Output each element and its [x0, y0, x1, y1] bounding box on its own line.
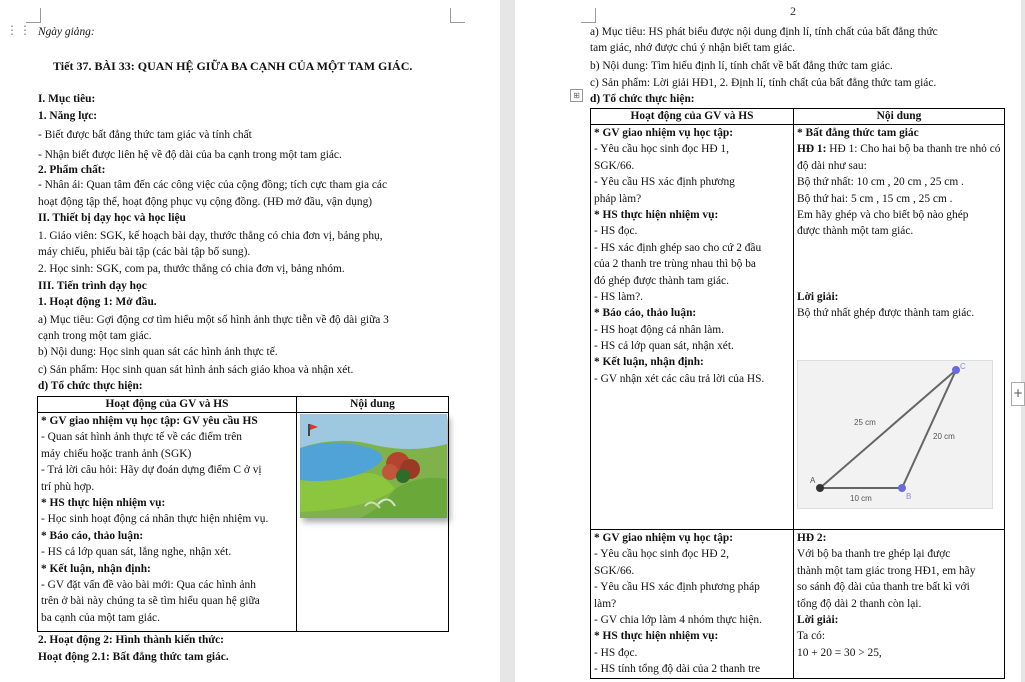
table-header: Hoạt động của GV và HS — [38, 397, 297, 413]
cell-line: - Học sinh hoạt động cá nhân thực hiện nhiệm vụ. — [41, 513, 269, 526]
table-cell — [38, 413, 297, 632]
cell-line: * HS thực hiện nhiệm vụ: — [594, 208, 719, 221]
cell-line: - HS cả lớp quan sát, nhận xét. — [594, 340, 734, 353]
label-side-ab: 10 cm — [850, 494, 872, 503]
cell-line: - HS làm?. — [594, 290, 644, 303]
cell-line: máy chiếu hoặc tranh ảnh (SGK) — [41, 447, 192, 460]
cell-line: HĐ 2: — [797, 532, 827, 544]
text-line: - Biết được bất đẳng thức tam giác và tính chất — [38, 129, 252, 141]
landscape-image-icon — [300, 414, 447, 518]
heading-activity-2: 2. Hoạt động 2: Hình thành kiến thức: — [38, 634, 224, 646]
cell-line: Lời giải: — [797, 290, 839, 303]
cell-line: SGK/66. — [594, 159, 635, 172]
lesson-title: Tiết 37. BÀI 33: QUAN HỆ GIỮA BA CẠNH CỦA MỘT TAM GIÁC. — [53, 59, 413, 73]
cell-line: * GV giao nhiệm vụ học tập: GV yêu cầu HS — [41, 415, 258, 427]
text-line: a) Mục tiêu: Gợi động cơ tìm hiểu một số hình ảnh thực tiễn về độ dài giữa 3 — [38, 314, 389, 326]
table-cell — [591, 530, 794, 679]
crop-mark-top-left — [581, 8, 596, 23]
cell-line: - Yêu cầu HS xác định phương pháp — [594, 581, 760, 594]
cell-line: * Bất đẳng thức tam giác — [797, 127, 919, 139]
cell-line: tổng độ dài 2 thanh còn lại. — [797, 597, 922, 610]
landscape-photo[interactable] — [300, 414, 447, 518]
cell-line: 10 + 20 = 30 > 25, — [797, 646, 882, 659]
text-line: máy chiếu, phiếu bài tập (các bài tập bổ sung). — [38, 246, 251, 258]
expand-panel-button[interactable]: + — [1011, 382, 1025, 406]
crop-mark-top-left — [26, 8, 41, 23]
text-line: tam giác, nhớ được chú ý nhận biết tam giác. — [590, 42, 796, 54]
table-cell — [591, 125, 794, 530]
cell-line: - HS cả lớp quan sát, lắng nghe, nhận xét. — [41, 546, 232, 559]
cell-line: - Quan sát hình ảnh thực tế về các điểm trên — [41, 431, 243, 444]
hd1-text: HĐ 1: Cho hai bộ ba thanh tre nhỏ có — [829, 143, 1001, 156]
heading-organize: d) Tổ chức thực hiện: — [38, 380, 143, 392]
label-side-bc: 20 cm — [933, 432, 955, 441]
cell-line: Ta có: — [797, 630, 825, 643]
text-line: c) Sản phẩm: Lời giải HĐ1, 2. Định lí, tính chất của bất đẳng thức tam giác. — [590, 77, 937, 89]
text-line: - Nhận biết được liên hệ về độ dài của ba cạnh trong một tam giác. — [38, 149, 342, 161]
heading-equipment: II. Thiết bị dạy học và học liệu — [38, 212, 186, 224]
side-bc — [902, 370, 956, 488]
text-line: b) Nội dung: Tìm hiểu định lí, tính chất về bất đẳng thức tam giác. — [590, 60, 893, 72]
table-move-icon[interactable]: ⊞ — [570, 89, 583, 102]
cell-line: - HS hoạt động cá nhân làm. — [594, 323, 725, 336]
cell-line: - GV nhận xét các câu trả lời của HS. — [594, 372, 765, 385]
cell-line: * GV giao nhiệm vụ học tập: — [594, 127, 734, 139]
vertex-b — [898, 484, 906, 492]
label-side-ac: 25 cm — [854, 418, 876, 427]
cell-line: Với bộ ba thanh tre ghép lại được — [797, 548, 951, 561]
heading-activity-2-1: Hoạt động 2.1: Bất đẳng thức tam giác. — [38, 651, 229, 663]
crop-mark-top-right — [450, 8, 465, 23]
cell-line: - HS đọc. — [594, 225, 638, 238]
heading-qualities: 2. Phẩm chất: — [38, 164, 106, 176]
cell-line: * HS thực hiện nhiệm vụ: — [41, 496, 166, 509]
label-a: A — [810, 476, 816, 485]
table-cell-content — [794, 530, 1005, 679]
cell-line: - HS xác định ghép sao cho cứ 2 đầu — [594, 241, 762, 254]
table-header: Nội dung — [794, 109, 1005, 125]
text-line: b) Nội dung: Học sinh quan sát các hình ảnh thực tế. — [38, 346, 278, 358]
cell-line: * Kết luận, nhận định: — [41, 562, 151, 575]
text-line: a) Mục tiêu: HS phát biểu được nội dung định lí, tính chất của bất đẳng thức — [590, 26, 938, 38]
cell-line: của 2 thanh tre trùng nhau thì bộ ba — [594, 258, 756, 271]
cell-line: Bộ thứ hai: 5 cm , 15 cm , 25 cm . — [797, 192, 953, 205]
label-c: C — [960, 362, 966, 371]
cell-line: - HS đọc. — [594, 646, 638, 659]
cell-line: SGK/66. — [594, 564, 635, 577]
table-header: Hoạt động của GV và HS — [591, 109, 794, 125]
cell-line: trên ở bài này chúng ta sẽ tìm hiểu quan hệ giữa — [41, 595, 260, 608]
document-page-1 — [0, 0, 500, 682]
cell-line: * GV giao nhiệm vụ học tập: — [594, 532, 734, 544]
cell-line: - Yêu cầu HS xác định phương — [594, 176, 735, 189]
text-line: c) Sản phẩm: Học sinh quan sát hình ảnh sách giáo khoa và nhận xét. — [38, 364, 354, 376]
cell-line: pháp làm? — [594, 192, 642, 205]
cell-line: thành một tam giác trong HĐ1, em hãy — [797, 564, 976, 577]
vertex-c — [952, 366, 960, 374]
cell-line: * Kết luận, nhận định: — [594, 356, 704, 369]
side-ac — [820, 370, 956, 488]
cell-line: - Yêu cầu học sinh đọc HĐ 1, — [594, 143, 729, 156]
cell-line: ba cạnh của một tam giác. — [41, 611, 160, 624]
heading-process: III. Tiến trình dạy học — [38, 280, 147, 292]
table-header: Nội dung — [297, 397, 449, 413]
page-number: 2 — [790, 4, 796, 18]
cell-line: * HS thực hiện nhiệm vụ: — [594, 630, 719, 643]
triangle-diagram — [798, 361, 992, 508]
cell-line: đó ghép được thành tam giác. — [594, 274, 729, 287]
drag-handle-icon[interactable]: ⋮⋮ — [6, 23, 32, 37]
label-b: B — [906, 492, 912, 501]
date-label: Ngày giảng: — [38, 26, 95, 38]
cell-line: - Yêu cầu học sinh đọc HĐ 2, — [594, 548, 729, 561]
cell-line: Lời giải: — [797, 613, 839, 626]
cell-line: - GV đặt vấn đề vào bài mới: Qua các hình ảnh — [41, 578, 256, 591]
triangle-figure[interactable] — [797, 360, 993, 509]
text-line: hoạt động tập thể, hoạt động phục vụ cộng đồng. (HĐ mở đầu, vận dụng) — [38, 196, 373, 208]
cell-line: độ dài như sau: — [797, 159, 867, 172]
cell-line: - GV chia lớp làm 4 nhóm thực hiện. — [594, 613, 762, 626]
cell-line: Bộ thứ nhất: 10 cm , 20 cm , 25 cm . — [797, 176, 964, 189]
cell-line: * Báo cáo, thảo luận: — [41, 529, 144, 542]
spacer — [797, 240, 1001, 289]
heading-activity-1: 1. Hoạt động 1: Mở đầu. — [38, 296, 157, 308]
cell-line: Bộ thứ nhất ghép được thành tam giác. — [797, 307, 975, 320]
heading-competence: 1. Năng lực: — [38, 110, 98, 122]
text-line: cạnh trong một tam giác. — [38, 330, 152, 342]
text-line: - Nhân ái: Quan tâm đến các công việc của cộng đồng; tích cực tham gia các — [38, 179, 388, 191]
cell-line: - HS tính tổng độ dài của 2 thanh tre — [594, 663, 761, 676]
cell-line: Em hãy ghép và cho biết bộ nào ghép — [797, 208, 969, 221]
cell-line: - Trả lời câu hỏi: Hãy dự đoán dựng điểm C ở vị — [41, 464, 262, 477]
text-line: 1. Giáo viên: SGK, kế hoạch bài dạy, thước thẳng có chia đơn vị, bảng phụ, — [38, 230, 383, 242]
heading-objectives: I. Mục tiêu: — [38, 93, 96, 105]
cell-line — [797, 141, 1001, 157]
heading-organize: d) Tổ chức thực hiện: — [590, 93, 695, 105]
cell-line: * Báo cáo, thảo luận: — [594, 307, 697, 320]
hd1-label: HĐ 1: — [797, 143, 827, 156]
cell-line: trí phù hợp. — [41, 480, 95, 493]
cell-line: so sánh độ dài của thanh tre bất kì với — [797, 581, 970, 594]
text-line: 2. Học sinh: SGK, com pa, thước thẳng có chia đơn vị, bảng nhóm. — [38, 263, 345, 275]
vertex-a — [816, 484, 824, 492]
cell-line: làm? — [594, 597, 617, 610]
cell-line: được thành một tam giác. — [797, 225, 914, 238]
